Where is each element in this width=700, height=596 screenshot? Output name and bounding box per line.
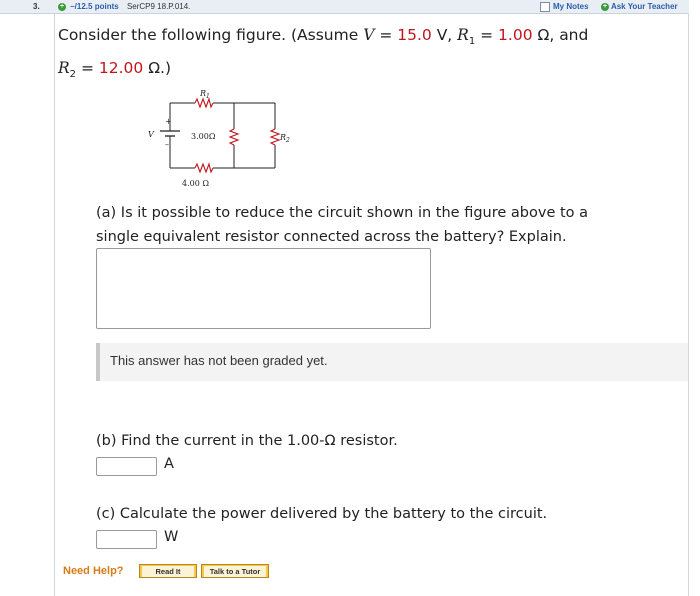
- my-notes-button[interactable]: [540, 0, 589, 13]
- r1-unit: Ω, and: [532, 26, 589, 44]
- notes-checkbox-icon[interactable]: [540, 2, 550, 12]
- expand-plus-icon[interactable]: +: [59, 2, 65, 10]
- question-number: 3.: [33, 2, 40, 11]
- my-notes-label: My Notes: [553, 2, 589, 11]
- r2-value: 12.00: [98, 59, 144, 78]
- part-a-line2: single equivalent resistor connected across the battery? Explain.: [96, 229, 567, 245]
- r2-unit: Ω.): [143, 59, 172, 78]
- problem-statement: [58, 22, 678, 88]
- intro-text: Consider the following figure. (Assume: [58, 26, 364, 44]
- read-it-button[interactable]: [139, 564, 197, 578]
- part-a-answer-textarea[interactable]: [96, 248, 431, 329]
- question-points-group: [58, 0, 190, 13]
- eq2: =: [475, 26, 499, 44]
- fig-mid-resistor-label: 3.00Ω: [191, 132, 216, 141]
- fig-v-label: V: [148, 130, 154, 139]
- part-b-answer-input[interactable]: [96, 457, 157, 476]
- ask-teacher-label: Ask Your Teacher: [610, 2, 678, 11]
- r1-resistor: [195, 99, 213, 107]
- r2-symbol: R: [58, 59, 70, 78]
- graded-notice: [96, 343, 688, 381]
- talk-to-tutor-label: Talk to a Tutor: [204, 566, 266, 577]
- question-header-bar: [0, 0, 689, 14]
- part-c-unit: W: [164, 529, 179, 545]
- read-it-label: Read It: [142, 566, 194, 577]
- talk-to-tutor-button[interactable]: [201, 564, 269, 578]
- part-a-question: [96, 201, 676, 249]
- fig-bottom-resistor-label: 4.00 Ω: [182, 179, 209, 188]
- eq1: =: [374, 26, 398, 44]
- fig-minus-label: –: [165, 140, 169, 149]
- v-value: 15.0: [397, 26, 432, 44]
- fig-plus-label: +: [165, 117, 172, 126]
- middle-resistor: [230, 129, 238, 145]
- part-b-question: (b) Find the current in the 1.00-Ω resistor.: [96, 433, 398, 449]
- part-c-answer-input[interactable]: [96, 530, 157, 549]
- fig-r1-label: $R_1$: [200, 89, 210, 100]
- fig-r2-label: $R_2$: [280, 133, 290, 144]
- circuit-diagram: [136, 88, 311, 190]
- v-symbol: V: [363, 26, 375, 44]
- r1-subscript: 1: [468, 36, 476, 48]
- r1-value: 1.00: [498, 26, 533, 44]
- graded-notice-text: This answer has not been graded yet.: [110, 353, 328, 368]
- problem-code: SerCP9 18.P.014.: [126, 2, 191, 11]
- ask-teacher-button[interactable]: [601, 0, 678, 13]
- right-border: [688, 14, 689, 596]
- r2-subscript: 2: [69, 69, 77, 81]
- part-a-line1: (a) Is it possible to reduce the circuit shown in the figure above to a: [96, 205, 589, 221]
- need-help-label: Need Help?: [63, 565, 124, 577]
- eq3: =: [76, 59, 99, 78]
- part-c-question: (c) Calculate the power delivered by the battery to the circuit.: [96, 506, 548, 522]
- ask-teacher-plus-icon: +: [602, 2, 608, 10]
- part-b-unit: A: [164, 456, 174, 472]
- points-label: –/12.5 points: [70, 2, 119, 11]
- bottom-resistor: [195, 164, 213, 172]
- r1-symbol: R: [457, 26, 469, 44]
- r2-resistor: [271, 129, 279, 145]
- left-border: [54, 14, 55, 596]
- v-unit: V,: [431, 26, 458, 44]
